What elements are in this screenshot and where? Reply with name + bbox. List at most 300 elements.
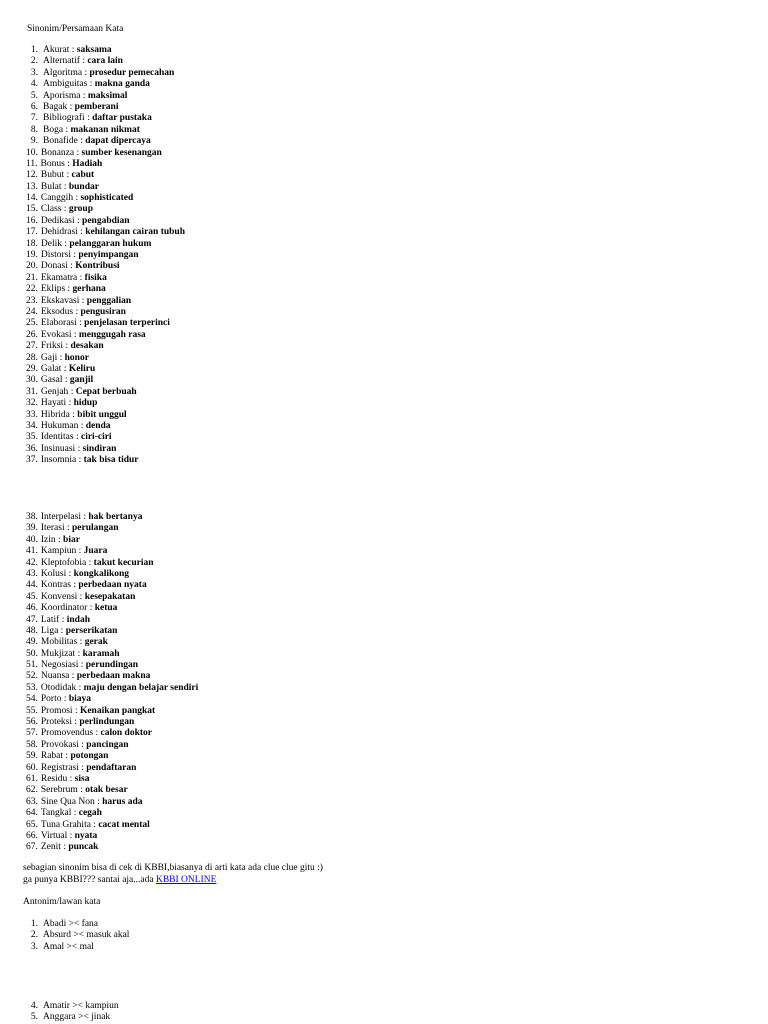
synonym: penyimpangan (78, 250, 139, 261)
kbbi-note: sebagian sinonim bisa di cek di KBBI,biasanya di arti kata ada clue clue gitu :) (23, 863, 323, 873)
term: Promosi (40, 705, 73, 716)
synonym-item (27, 637, 198, 648)
synonym-item (27, 159, 185, 170)
term: Residu (40, 773, 68, 784)
item-number: 44. (26, 580, 38, 591)
synonym-item (27, 330, 185, 341)
separator: : (82, 67, 90, 78)
separator: : (69, 45, 77, 55)
synonym: kesepakatan (84, 591, 136, 602)
synonym-item (27, 125, 185, 136)
term: Latif (40, 614, 60, 625)
separator: : (67, 101, 75, 112)
separator: : (64, 170, 72, 181)
separator: : (73, 432, 81, 443)
term: Ekskavasi (40, 295, 80, 306)
antonym-pair: Anggara >< jinak (43, 1012, 111, 1023)
synonym: makanan nikmat (70, 124, 140, 135)
separator: : (61, 694, 69, 705)
item-number: 31. (26, 386, 38, 397)
term: Gasal (40, 375, 63, 386)
item-number: 60. (26, 762, 38, 773)
separator: : (87, 603, 95, 614)
item-number: 11. (26, 158, 38, 169)
term: Porto (40, 694, 62, 705)
synonym-item (27, 455, 185, 466)
item-number: 65. (26, 819, 38, 830)
synonym-item (27, 136, 185, 147)
synonym: bundar (68, 181, 99, 192)
synonym-item (27, 694, 198, 705)
separator: : (57, 352, 65, 363)
synonym-item (27, 785, 198, 796)
term: Donasi (40, 261, 68, 272)
item-number: 33. (26, 409, 38, 420)
term: Bibliografi (43, 113, 85, 124)
synonym-item (27, 56, 185, 67)
synonym: prosedur pemecahan (89, 67, 175, 78)
term: Identitas (40, 432, 74, 443)
synonym: cacat mental (98, 819, 150, 830)
term: Bubut (40, 170, 65, 181)
item-number: 67. (26, 842, 38, 853)
separator: : (62, 375, 70, 386)
separator: : (61, 204, 69, 215)
separator: : (80, 512, 89, 522)
synonym: biar (63, 534, 80, 545)
term: Algoritma (43, 67, 83, 78)
synonym-item (27, 239, 185, 250)
term: Interpelasi (40, 512, 81, 522)
separator: : (87, 79, 95, 90)
item-number: 13. (26, 181, 38, 192)
separator: : (70, 580, 79, 591)
synonym: desakan (70, 341, 104, 352)
synonym-item (27, 341, 185, 352)
synonym-item (27, 250, 185, 261)
kbbi-online-link[interactable]: KBBI ONLINE (155, 875, 217, 885)
separator: : (78, 762, 87, 773)
item-number: 3. (30, 67, 38, 78)
synonym-item (27, 387, 185, 398)
separator: : (80, 90, 88, 101)
synonym-item (27, 615, 198, 626)
synonym-item (27, 68, 185, 79)
item-number: 1. (30, 45, 38, 55)
synonym: penggalian (86, 295, 132, 306)
synonym: hak bertanya (88, 512, 143, 522)
item-number: 19. (26, 250, 38, 261)
synonym-item (27, 148, 185, 159)
synonym: Kenaikan pangkat (79, 705, 156, 716)
synonym: fisika (84, 272, 107, 283)
item-number: 58. (26, 739, 38, 750)
synonym-item (27, 706, 198, 717)
synonym: gerak (84, 637, 108, 648)
term: Insinuasi (40, 443, 76, 454)
item-number: 28. (26, 352, 38, 363)
item-number: 27. (26, 341, 38, 352)
synonym: bibit unggul (77, 409, 127, 420)
term: Dedikasi (40, 215, 75, 226)
item-number: 9. (30, 136, 38, 147)
separator: : (58, 625, 66, 636)
synonym-item (27, 364, 185, 375)
term: Class (40, 204, 62, 215)
separator: : (71, 808, 79, 819)
item-number: 52. (26, 671, 38, 682)
separator: : (73, 306, 81, 317)
separator: : (59, 614, 67, 625)
synonym: menggugah rasa (78, 329, 146, 340)
term: Tangkal (40, 808, 72, 819)
item-number: 23. (26, 295, 38, 306)
term: Distorsi (40, 250, 71, 261)
item-number: 59. (26, 751, 38, 762)
term: Evokasi (40, 329, 72, 340)
synonym: Keliru (68, 363, 96, 374)
synonym: perlindungan (79, 717, 135, 728)
separator: : (79, 295, 87, 306)
term: Hukuman (40, 420, 79, 431)
synonym-item (27, 261, 185, 272)
separator: : (61, 238, 70, 249)
antonym-list-part1 (27, 919, 129, 953)
synonym: nyata (74, 830, 98, 841)
antonym-list-part2 (27, 1001, 119, 1024)
antonym-item (27, 942, 129, 953)
term: Alternatif (43, 56, 80, 67)
synonym-item (27, 592, 198, 603)
synonym: sophisticated (80, 193, 134, 204)
synonym: sumber kesenangan (81, 147, 162, 158)
separator: : (64, 523, 73, 534)
term: Otodidak (40, 682, 77, 693)
synonym: ciri-ciri (80, 432, 112, 443)
synonym-item (27, 797, 198, 808)
term: Ekamatra (40, 272, 78, 283)
synonym-item (27, 717, 198, 728)
synonym-item (27, 763, 198, 774)
term: Bonus (40, 158, 65, 169)
term: Insomnia (40, 455, 77, 466)
separator: : (76, 318, 85, 329)
synonym-list-part2 (27, 512, 198, 854)
term: Proteksi (40, 717, 73, 728)
synonym: pemberani (74, 101, 119, 112)
separator: : (75, 443, 83, 454)
separator: : (60, 842, 69, 853)
item-number: 16. (26, 215, 38, 226)
synonym-item (27, 353, 185, 364)
separator: : (73, 193, 81, 204)
term: Galat (40, 363, 62, 374)
separator: : (70, 250, 79, 261)
synonym: cegah (78, 808, 102, 819)
item-number: 38. (26, 512, 38, 522)
synonym: Cepat berbuah (75, 386, 137, 397)
antonym-pair: Abadi >< fana (43, 919, 99, 929)
item-number: 7. (30, 113, 38, 124)
synonym: pelanggaran hukum (69, 238, 152, 249)
item-number: 4. (30, 79, 38, 90)
separator: : (65, 284, 73, 295)
synonym: hidup (73, 398, 98, 409)
separator: : (68, 386, 76, 397)
term: Sine Qua Non (40, 796, 95, 807)
synonym: kehilangan cairan tubuh (85, 227, 185, 238)
term: Akurat (43, 45, 70, 55)
separator: : (72, 717, 80, 728)
separator: : (63, 751, 71, 762)
term: Dehidrasi (40, 227, 78, 238)
synonym-item (27, 660, 198, 671)
item-number: 46. (26, 603, 38, 614)
synonym-item (27, 227, 185, 238)
synonym-item (27, 671, 198, 682)
synonym-section-title: Sinonim/Persamaan Kata (27, 24, 124, 34)
synonym: cabut (71, 170, 95, 181)
synonym-item (27, 410, 185, 421)
separator: : (77, 591, 85, 602)
separator: : (86, 557, 94, 568)
item-number: 21. (26, 272, 38, 283)
synonym-item (27, 546, 198, 557)
term: Hibrida (40, 409, 70, 420)
term: Mukjizat (40, 648, 76, 659)
item-number: 57. (26, 728, 38, 739)
synonym: sindiran (82, 443, 117, 454)
synonym-item (27, 683, 198, 694)
synonym: ganjil (69, 375, 94, 386)
term: Genjah (40, 386, 69, 397)
antonym-item (27, 930, 129, 941)
separator: : (84, 113, 93, 124)
item-number: 22. (26, 284, 38, 295)
synonym-item (27, 432, 185, 443)
term: Kampiun (40, 546, 77, 557)
item-number: 10. (26, 147, 38, 158)
synonym-item (27, 296, 185, 307)
synonym: indah (66, 614, 90, 625)
item-number: 3. (30, 941, 38, 952)
term: Negosiasi (40, 660, 79, 671)
synonym-item (27, 91, 185, 102)
term: Mobilitas (40, 637, 78, 648)
term: Konvensi (40, 591, 78, 602)
synonym-item (27, 808, 198, 819)
synonym-item (27, 523, 198, 534)
separator: : (94, 796, 103, 807)
antonym-item (27, 919, 129, 930)
synonym-item (27, 398, 185, 409)
separator: : (69, 409, 78, 420)
synonym: takut kecurian (93, 557, 154, 568)
term: Canggih (40, 193, 74, 204)
synonym: karamah (82, 648, 120, 659)
separator: : (72, 705, 80, 716)
synonym: kongkalikong (73, 568, 130, 579)
synonym: maju dengan belajar sendiri (83, 682, 199, 693)
term: Iterasi (40, 523, 65, 534)
item-number: 40. (26, 534, 38, 545)
item-number: 48. (26, 625, 38, 636)
item-number: 4. (30, 1001, 38, 1011)
separator: : (55, 534, 64, 545)
synonym: tak bisa tidur (83, 455, 139, 466)
separator: : (74, 147, 82, 158)
synonym: pendaftaran (86, 762, 137, 773)
term: Bonanza (40, 147, 75, 158)
synonym-item (27, 284, 185, 295)
separator: : (64, 158, 73, 169)
synonym-item (27, 728, 198, 739)
synonym-item (27, 102, 185, 113)
item-number: 63. (26, 796, 38, 807)
synonym: penjelasan terperinci (84, 318, 170, 329)
synonym-item (27, 820, 198, 831)
item-number: 34. (26, 420, 38, 431)
synonym: pengabdian (82, 215, 130, 226)
synonym: perulangan (72, 523, 119, 534)
item-number: 42. (26, 557, 38, 568)
synonym: saksama (76, 45, 112, 55)
item-number: 18. (26, 238, 38, 249)
synonym-item (27, 45, 185, 56)
term: Provokasi (40, 739, 79, 750)
synonym-item (27, 774, 198, 785)
synonym-item (27, 831, 198, 842)
synonym: ketua (94, 603, 118, 614)
item-number: 30. (26, 375, 38, 386)
term: Boga (43, 124, 64, 135)
term: Kleptofobia (40, 557, 87, 568)
separator: : (90, 819, 99, 830)
item-number: 12. (26, 170, 38, 181)
term: Kolusi (40, 568, 67, 579)
separator: : (78, 660, 86, 671)
term: Registrasi (40, 762, 79, 773)
separator: : (77, 272, 85, 283)
separator: : (63, 341, 71, 352)
item-number: 56. (26, 717, 38, 728)
term: Promovendus (40, 728, 94, 739)
antonym-item (27, 1001, 119, 1012)
term: Elaborasi (40, 318, 77, 329)
term: Bonafide (43, 136, 78, 147)
separator: : (67, 261, 76, 272)
synonym: puncak (68, 842, 99, 853)
synonym-item (27, 307, 185, 318)
kbbi-note-prefix: ga punya KBBI??? santai aja...ada (23, 875, 156, 885)
item-number: 20. (26, 261, 38, 272)
synonym-item (27, 182, 185, 193)
separator: : (93, 728, 101, 739)
separator: : (67, 830, 75, 841)
term: Aporisma (43, 90, 81, 101)
synonym: pengusiran (80, 306, 126, 317)
synonym-item (27, 626, 198, 637)
separator: : (77, 637, 85, 648)
term: Koordinator (40, 603, 88, 614)
separator: : (76, 546, 84, 557)
synonym-item (27, 558, 198, 569)
term: Gaji (40, 352, 58, 363)
synonym: potongan (70, 751, 109, 762)
item-number: 64. (26, 808, 38, 819)
synonym-item (27, 751, 198, 762)
term: Bulat (40, 181, 62, 192)
synonym-item (27, 512, 198, 523)
synonym: pancingan (86, 739, 129, 750)
separator: : (77, 136, 86, 147)
kbbi-online-note (23, 875, 216, 886)
synonym-item (27, 273, 185, 284)
synonym: gerhana (72, 284, 106, 295)
synonym-item (27, 79, 185, 90)
item-number: 1. (30, 919, 38, 929)
synonym-item (27, 375, 185, 386)
synonym: Kontribusi (75, 261, 120, 272)
item-number: 8. (30, 124, 38, 135)
term: Hayati (40, 398, 67, 409)
item-number: 36. (26, 443, 38, 454)
item-number: 45. (26, 591, 38, 602)
term: Kontras (40, 580, 71, 591)
separator: : (61, 363, 69, 374)
term: Rabat (40, 751, 64, 762)
antonym-section-title: Antonim/lawan kata (23, 897, 101, 907)
item-number: 5. (30, 90, 38, 101)
term: Nuansa (40, 671, 70, 682)
separator: : (63, 124, 71, 135)
separator: : (61, 181, 69, 192)
separator: : (77, 227, 86, 238)
synonym: Hadiah (72, 158, 103, 169)
term: Izin (40, 534, 56, 545)
synonym-item (27, 421, 185, 432)
synonym: perbedaan nyata (78, 580, 147, 591)
synonym-item (27, 649, 198, 660)
synonym-item (27, 113, 185, 124)
item-number: 62. (26, 785, 38, 796)
item-number: 14. (26, 193, 38, 204)
synonym-item (27, 193, 185, 204)
synonym-item (27, 444, 185, 455)
synonym-item (27, 216, 185, 227)
synonym-item (27, 603, 198, 614)
synonym: otak besar (85, 785, 128, 796)
synonym-item (27, 842, 198, 853)
item-number: 6. (30, 101, 38, 112)
separator: : (76, 682, 84, 693)
separator: : (74, 215, 83, 226)
item-number: 2. (30, 56, 38, 67)
item-number: 26. (26, 329, 38, 340)
term: Friksi (40, 341, 64, 352)
item-number: 55. (26, 705, 38, 716)
synonym-item (27, 569, 198, 580)
term: Zenit (40, 842, 61, 853)
item-number: 29. (26, 363, 38, 374)
antonym-pair: Amal >< mal (43, 941, 94, 952)
synonym-item (27, 204, 185, 215)
item-number: 66. (26, 830, 38, 841)
antonym-pair: Absurd >< masuk akal (43, 930, 130, 941)
synonym-item (27, 740, 198, 751)
term: Liga (40, 625, 59, 636)
term: Bagak (43, 101, 68, 112)
